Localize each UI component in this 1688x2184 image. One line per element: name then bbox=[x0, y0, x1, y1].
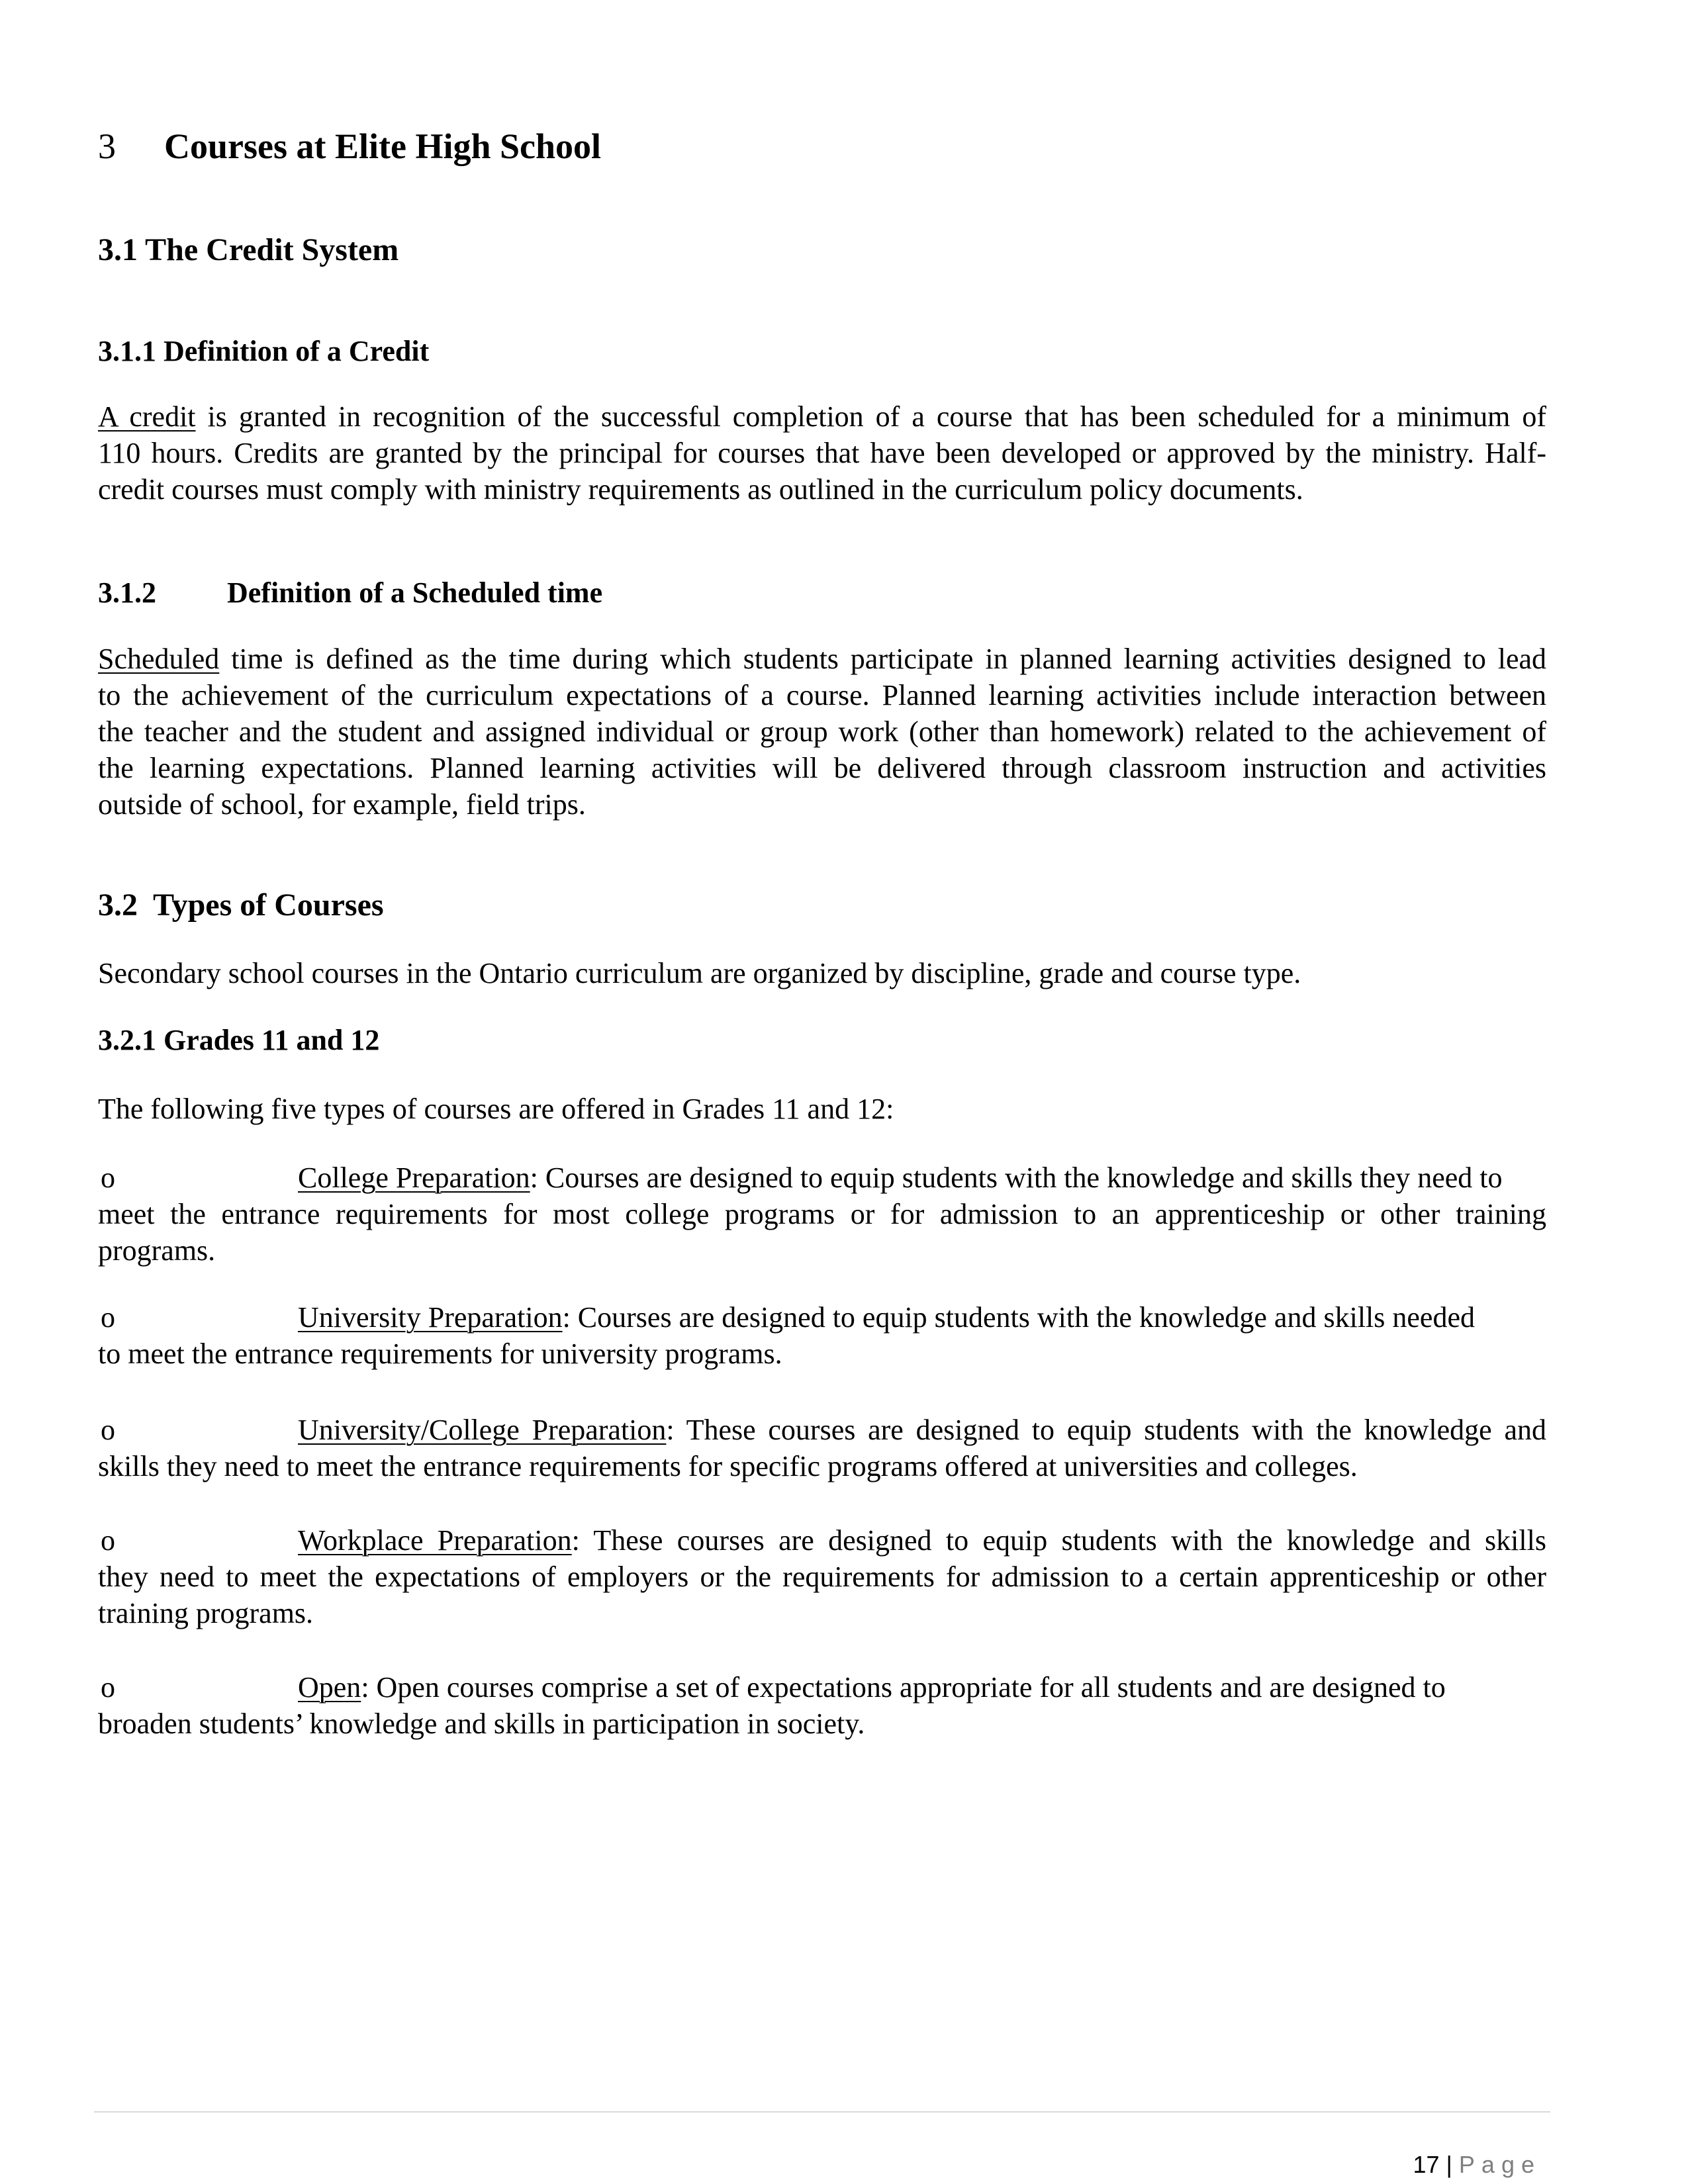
paragraph-line bbox=[98, 1448, 1546, 1484]
heading-3-2-1: 3.2.1 Grades 11 and 12 bbox=[98, 1024, 380, 1056]
list-item bbox=[98, 1522, 1546, 1631]
footer-divider bbox=[94, 2111, 1550, 2113]
line-text: broaden students’ knowledge and skills in participation in society. bbox=[98, 1707, 865, 1740]
list-item bbox=[98, 1160, 1546, 1269]
bullet-first-line bbox=[298, 1669, 1546, 1706]
paragraph-line bbox=[98, 435, 1546, 471]
line-text: training programs. bbox=[98, 1597, 314, 1629]
page-footer bbox=[1413, 2151, 1541, 2179]
line-text: skills they need to meet the entrance requirements for specific programs offered at universities and colleges. bbox=[98, 1450, 1358, 1482]
term-college-preparation: College Preparation bbox=[298, 1161, 530, 1194]
heading-3-1: 3.1 The Credit System bbox=[98, 232, 399, 267]
bullet-line bbox=[98, 1160, 1546, 1196]
heading-3-2: 3.2 Types of Courses bbox=[98, 887, 384, 923]
paragraph-scheduled-time bbox=[98, 641, 1546, 823]
page-label: Page bbox=[1458, 2151, 1541, 2178]
term-university-preparation: University Preparation bbox=[298, 1301, 563, 1334]
bullet-line bbox=[98, 1669, 1546, 1706]
paragraph-line bbox=[98, 398, 1546, 435]
bullet-marker: o bbox=[101, 1414, 115, 1446]
bullet-line bbox=[98, 1412, 1546, 1448]
paragraph-line bbox=[98, 1559, 1546, 1595]
bullet-marker: o bbox=[101, 1671, 115, 1704]
bullet-marker: o bbox=[101, 1161, 115, 1194]
list-item bbox=[98, 1412, 1546, 1484]
line-text: 110 hours. Credits are granted by the principal for courses that have been developed or approved by the ministry. Half- bbox=[98, 437, 1546, 469]
line-text: : These courses are designed to equip students with the knowledge and skills bbox=[571, 1524, 1546, 1557]
bullet-first-line bbox=[298, 1299, 1546, 1336]
list-item bbox=[98, 1669, 1546, 1742]
heading-3-1-2-number: 3.1.2 bbox=[98, 576, 156, 609]
list-item bbox=[98, 1299, 1546, 1372]
line-text: the teacher and the student and assigned individual or group work (other than homework) related to the achievement of bbox=[98, 715, 1546, 748]
term-university-college-preparation: University/College Preparation bbox=[298, 1414, 667, 1446]
line-text: programs. bbox=[98, 1234, 216, 1267]
line-text: is granted in recognition of the successful completion of a course that has been scheduled for a minimum of bbox=[207, 400, 1546, 433]
line-text: credit courses must comply with ministry requirements as outlined in the curriculum policy documents. bbox=[98, 473, 1303, 506]
paragraph-line bbox=[98, 1196, 1546, 1232]
bullet-line bbox=[98, 1299, 1546, 1336]
paragraph-line bbox=[98, 786, 1546, 823]
bullet-first-line bbox=[298, 1412, 1546, 1448]
line-text: : Open courses comprise a set of expectations appropriate for all students and are designed to bbox=[361, 1671, 1446, 1704]
paragraph-grades-intro: The following five types of courses are offered in Grades 11 and 12: bbox=[98, 1093, 894, 1125]
bullet-marker: o bbox=[101, 1301, 115, 1334]
bullet-first-line bbox=[298, 1160, 1546, 1196]
line-text: the learning expectations. Planned learning activities will be delivered through classroom instruction and activities bbox=[98, 752, 1546, 784]
paragraph-line bbox=[98, 641, 1546, 677]
paragraph-line bbox=[98, 750, 1546, 786]
paragraph-line bbox=[98, 1336, 1546, 1372]
page-title: Courses at Elite High School bbox=[164, 126, 602, 166]
page-number: 17 bbox=[1413, 2151, 1440, 2178]
heading-3-1-1: 3.1.1 Definition of a Credit bbox=[98, 335, 430, 367]
footer-separator: | bbox=[1446, 2151, 1452, 2178]
term-credit: A credit bbox=[98, 400, 196, 433]
line-text: to meet the entrance requirements for university programs. bbox=[98, 1338, 782, 1370]
line-text: meet the entrance requirements for most college programs or for admission to an apprenticeship or other training bbox=[98, 1198, 1546, 1230]
line-text: : Courses are designed to equip students with the knowledge and skills they need to bbox=[530, 1161, 1503, 1194]
line-text: : These courses are designed to equip students with the knowledge and bbox=[666, 1414, 1546, 1446]
line-text: : Courses are designed to equip students with the knowledge and skills needed bbox=[562, 1301, 1475, 1334]
bullet-marker: o bbox=[101, 1524, 115, 1557]
paragraph-credit-definition bbox=[98, 398, 1546, 508]
line-text: time is defined as the time during which students participate in planned learning activities designed to lead bbox=[231, 643, 1547, 675]
paragraph-line bbox=[98, 1706, 1546, 1742]
paragraph-line bbox=[98, 713, 1546, 750]
section-number: 3 bbox=[98, 126, 116, 166]
line-text: they need to meet the expectations of employers or the requirements for admission to a certain apprenticeship or other bbox=[98, 1561, 1546, 1593]
paragraph-types-intro: Secondary school courses in the Ontario curriculum are organized by discipline, grade and course type. bbox=[98, 957, 1301, 989]
line-text: to the achievement of the curriculum expectations of a course. Planned learning activities include interaction between bbox=[98, 679, 1546, 711]
paragraph-line bbox=[98, 471, 1546, 508]
section-title bbox=[98, 126, 116, 167]
paragraph-line bbox=[98, 677, 1546, 713]
bullet-first-line bbox=[298, 1522, 1546, 1559]
bullet-line bbox=[98, 1522, 1546, 1559]
term-open: Open bbox=[298, 1671, 361, 1704]
term-workplace-preparation: Workplace Preparation bbox=[298, 1524, 572, 1557]
paragraph-line bbox=[98, 1232, 1546, 1269]
paragraph-line bbox=[98, 1595, 1546, 1631]
heading-3-1-2: Definition of a Scheduled time bbox=[227, 576, 603, 609]
term-scheduled: Scheduled bbox=[98, 643, 220, 675]
line-text: outside of school, for example, field trips. bbox=[98, 788, 586, 821]
